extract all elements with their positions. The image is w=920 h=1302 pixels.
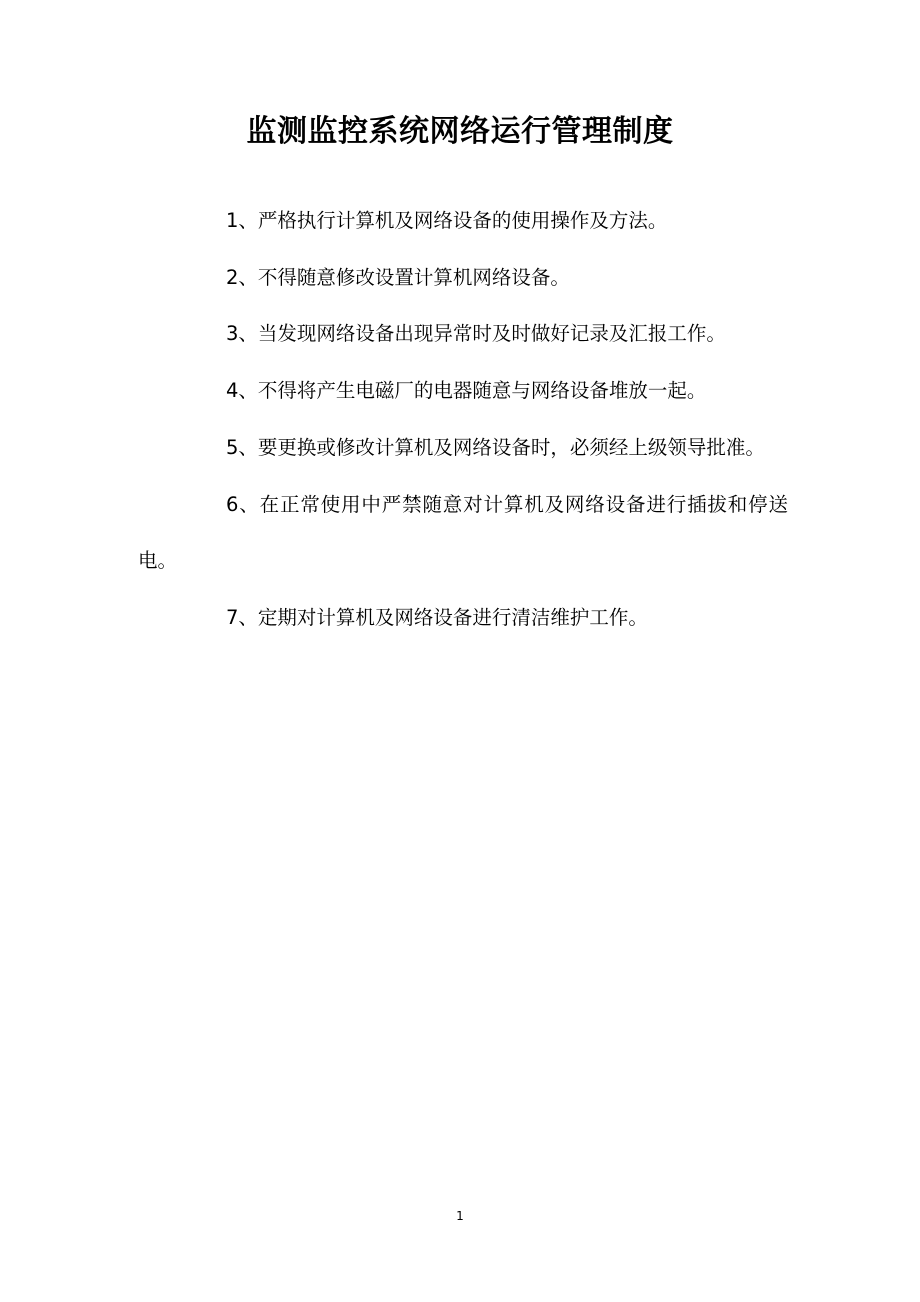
paragraph-2: 2、不得随意修改设置计算机网络设备。 bbox=[226, 265, 570, 289]
paragraph-1: 1、严格执行计算机及网络设备的使用操作及方法。 bbox=[226, 209, 668, 232]
paragraph-7: 7、定期对计算机及网络设备进行清洁维护工作。 bbox=[226, 605, 648, 629]
paragraph-3: 3、当发现网络设备出现异常时及时做好记录及汇报工作。 bbox=[226, 322, 726, 346]
document-body bbox=[138, 193, 788, 647]
paragraph-5: 5、要更换或修改计算机及网络设备时，必须经上级领导批准。 bbox=[226, 435, 765, 459]
document-title: 监测监控系统网络运行管理制度 bbox=[246, 114, 674, 149]
paragraph-4: 4、不得将产生电磁厂的电器随意与网络设备堆放一起。 bbox=[226, 379, 707, 403]
page-number: 1 bbox=[456, 1209, 464, 1223]
paragraph-6: 6、在正常使用中严禁随意对计算机及网络设备进行插拔和停送电。 bbox=[138, 492, 788, 573]
